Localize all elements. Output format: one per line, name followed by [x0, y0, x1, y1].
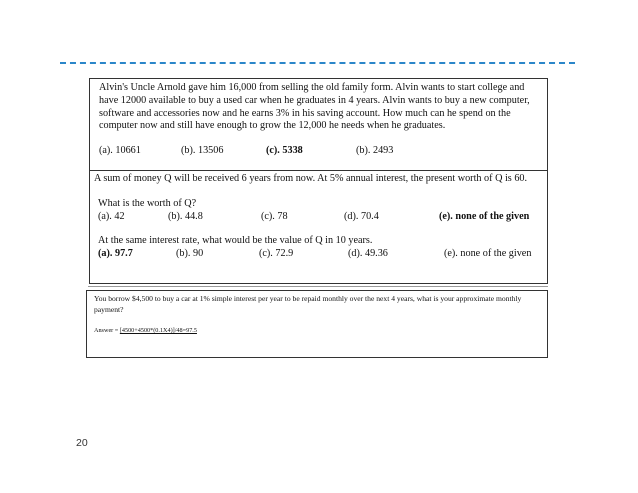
problem-3-answer: [94, 325, 541, 338]
problem-2-question-1: What is the worth of Q?: [98, 197, 197, 209]
q1-option-c: (c). 78: [261, 210, 288, 222]
problem-3-box: [86, 290, 548, 358]
q1-option-d: (d). 70.4: [344, 210, 379, 222]
q2-option-c: (c). 72.9: [259, 248, 294, 260]
question-2-options: [94, 248, 539, 261]
q2-option-a: (a). 97.7: [98, 248, 133, 260]
problem-2-box: [89, 170, 548, 284]
problem-1-text: Alvin's Uncle Arnold gave him 16,000 from selling the old family form. Alvin wants to start college and have 12000 available to buy a used car when he graduates in 4 years. Alvin wants to buy a new computer, software and accessories now and he earns 3% in his saving account. How much can he spend on the computer now and still have enough to grow the 12,000 he needs when he graduates.: [99, 82, 530, 132]
q2-option-e: (e). none of the given: [444, 248, 532, 260]
dashed-divider: [60, 62, 575, 64]
q1-option-b: (b). 44.8: [168, 210, 203, 222]
answer-value: [4500+4500*(0.1X4)]/48=97.5: [119, 327, 197, 334]
option-a: (a). 10661: [99, 145, 141, 157]
q1-option-e: (e). none of the given: [439, 210, 530, 222]
option-b: (b). 13506: [181, 145, 224, 157]
problem-3-text: You borrow $4,500 to buy a car at 1% simple interest per year to be repaid monthly over the next 4 years, what is your approximate monthly payment?: [94, 294, 522, 314]
faint-rule: [88, 286, 548, 287]
problem-1-options: [99, 145, 539, 158]
q1-option-a: (a). 42: [98, 210, 125, 222]
problem-2-question-2: At the same interest rate, what would be the value of Q in 10 years.: [98, 235, 373, 247]
answer-label: Answer =: [94, 327, 120, 334]
option-d: (b). 2493: [356, 145, 394, 157]
page-number: 20: [76, 437, 88, 449]
q2-option-b: (b). 90: [176, 248, 204, 260]
option-c: (c). 5338: [266, 145, 303, 157]
problem-1-box: [89, 78, 548, 171]
problem-2-intro: A sum of money Q will be received 6 years from now. At 5% annual interest, the present worth of Q is 60.: [94, 173, 528, 184]
q2-option-d: (d). 49.36: [348, 248, 388, 260]
question-1-options: [94, 211, 539, 224]
